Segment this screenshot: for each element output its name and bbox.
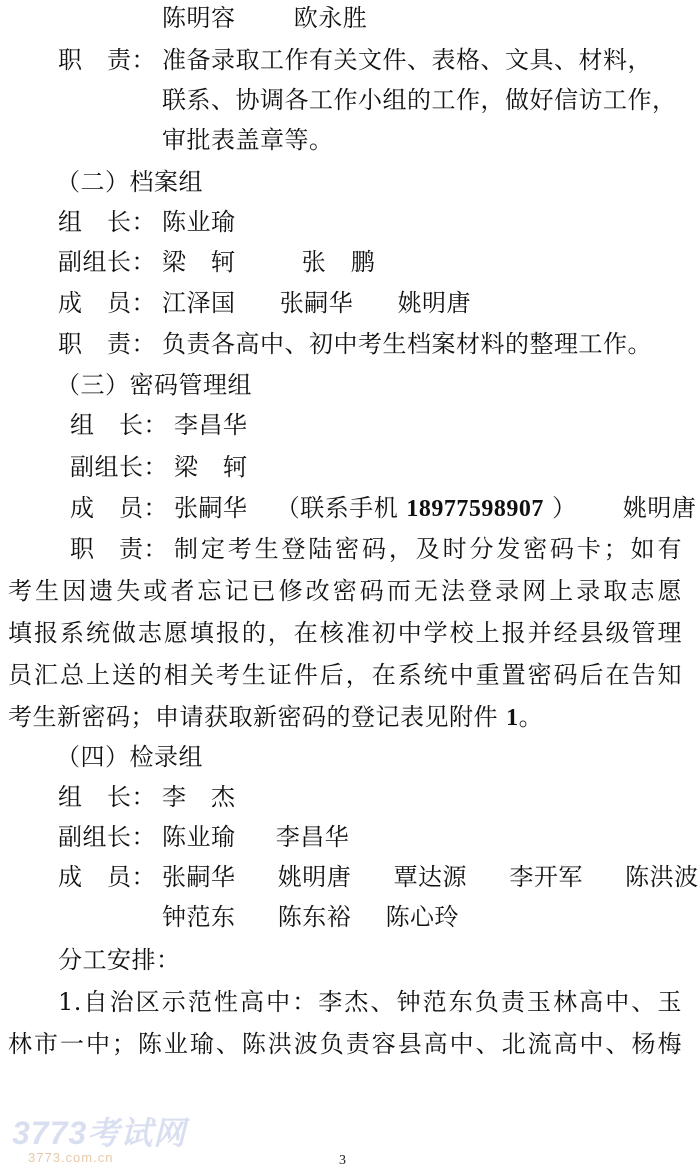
name: 姚明唐 <box>622 494 697 522</box>
name: 陈业瑜 <box>162 823 236 851</box>
duty-text: 负责各高中、初中考生档案材料的整理工作。 <box>162 330 652 358</box>
name: 张嗣华 <box>162 863 236 891</box>
name: 陈心玲 <box>385 903 460 931</box>
name: 姚明唐 <box>277 863 352 891</box>
assignment-heading: 分工安排： <box>58 946 181 974</box>
name: 李开军 <box>509 863 583 891</box>
duty-line: 审批表盖章等。 <box>162 126 334 154</box>
assignment-line: 1.自治区示范性高中：李杰、钟范东负责玉林高中、玉 <box>58 988 682 1016</box>
duty-label: 职 责： <box>70 535 168 563</box>
name: 覃达源 <box>393 863 468 891</box>
site-watermark <box>12 1108 186 1165</box>
phone-number: 18977598907 <box>406 496 544 522</box>
assignment-line: 林市一中；陈业瑜、陈洪波负责容县高中、北流高中、杨梅 <box>8 1030 682 1058</box>
name: 张嗣华 <box>174 494 248 522</box>
leader-name: 李 杰 <box>162 783 236 811</box>
watermark-url: 3773.com.cn <box>28 1150 114 1165</box>
name: 江泽国 <box>162 289 236 317</box>
duty-line: 联系、协调各工作小组的工作，做好信访工作， <box>162 86 677 114</box>
phone-suffix: ） <box>552 494 577 522</box>
name: 李昌华 <box>275 823 350 851</box>
watermark-logo: 3773考试网 <box>12 1115 187 1151</box>
member-names-row2 <box>162 897 459 937</box>
deputy-label: 副组长： <box>58 248 156 276</box>
members-label: 成 员： <box>58 289 156 317</box>
top-names <box>162 0 367 38</box>
name: 陈东裕 <box>277 903 352 931</box>
member-names-row1 <box>162 857 699 897</box>
name: 钟范东 <box>162 903 236 931</box>
deputy-label: 副组长： <box>58 823 156 851</box>
name: 张嗣华 <box>279 289 354 317</box>
deputy-names <box>162 242 375 282</box>
deputy-names <box>162 817 349 857</box>
duty-line: 填报系统做志愿填报的，在核准初中学校上报并经县级管理 <box>8 619 682 647</box>
leader-name: 陈业瑜 <box>162 208 236 236</box>
phone-prefix: （联系手机 <box>275 494 407 522</box>
duty-text: 考生新密码；申请获取新密码的登记表见附件 <box>8 703 507 731</box>
duty-line: 准备录取工作有关文件、表格、文具、材料， <box>162 46 652 74</box>
section-heading: （二）档案组 <box>56 168 203 196</box>
leader-label: 组 长： <box>58 208 156 236</box>
name: 陈洪波 <box>625 863 699 891</box>
duty-end: 。 <box>518 703 544 731</box>
duty-line-last <box>8 697 543 738</box>
duty-line: 考生因遗失或者忘记已修改密码而无法登录网上录取志愿 <box>8 577 682 605</box>
deputy-name: 梁 轲 <box>174 453 248 481</box>
name: 姚明唐 <box>397 289 472 317</box>
duty-label: 职 责： <box>58 330 156 358</box>
leader-label: 组 长： <box>58 783 156 811</box>
section-heading: （三）密码管理组 <box>56 371 252 399</box>
attachment-number: 1 <box>506 705 519 731</box>
member-names <box>162 283 471 323</box>
members-label: 成 员： <box>58 863 156 891</box>
member-names <box>174 488 696 529</box>
name: 欧永胜 <box>293 4 368 32</box>
duty-line: 制定考生登陆密码，及时分发密码卡；如有 <box>174 535 682 563</box>
name: 陈明容 <box>162 4 236 32</box>
duty-label: 职 责： <box>58 46 156 74</box>
section-heading: （四）检录组 <box>56 743 203 771</box>
page-number: 3 <box>339 1153 346 1168</box>
name: 张 鹏 <box>301 248 376 276</box>
members-label: 成 员： <box>70 494 168 522</box>
leader-label: 组 长： <box>70 411 168 439</box>
deputy-label: 副组长： <box>70 453 168 481</box>
name: 梁 轲 <box>162 248 236 276</box>
duty-line: 员汇总上送的相关考生证件后，在系统中重置密码后在告知 <box>8 661 682 689</box>
leader-name: 李昌华 <box>174 411 248 439</box>
